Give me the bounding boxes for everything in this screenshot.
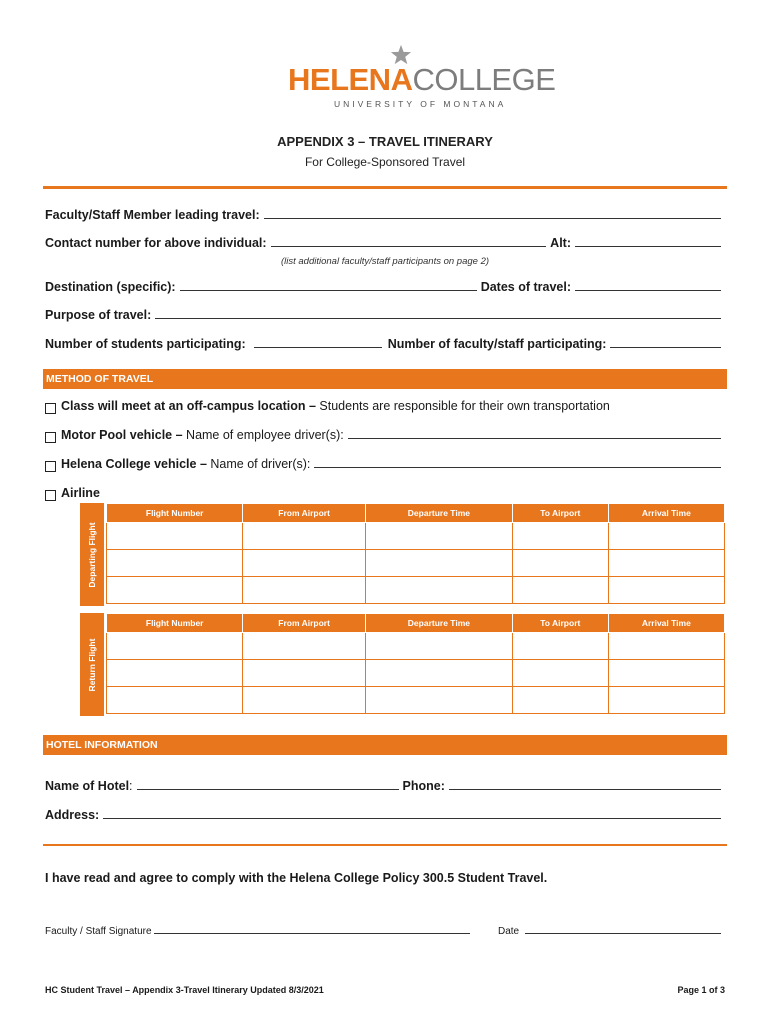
faculty-leader-label: Faculty/Staff Member leading travel: <box>45 208 260 222</box>
table-cell[interactable] <box>365 577 512 604</box>
hotel-name-row <box>45 779 725 793</box>
table-row <box>107 687 725 714</box>
col-flight-number: Flight Number <box>107 504 243 523</box>
table-cell[interactable] <box>107 523 243 550</box>
signature-row <box>45 926 470 937</box>
page-footer <box>45 985 725 995</box>
date-row <box>498 926 721 937</box>
purpose-label: Purpose of travel: <box>45 308 152 322</box>
table-row <box>107 633 725 660</box>
method-of-travel-heading: METHOD OF TRAVEL <box>43 369 727 389</box>
airline-label: Airline <box>61 486 100 500</box>
table-cell[interactable] <box>365 660 512 687</box>
table-cell[interactable] <box>107 633 243 660</box>
destination-field[interactable] <box>180 290 477 291</box>
return-flight-block <box>80 613 725 716</box>
destination-label: Destination (specific): <box>45 280 176 294</box>
divider-top <box>43 186 727 189</box>
table-cell[interactable] <box>512 687 608 714</box>
table-cell[interactable] <box>512 577 608 604</box>
dates-field[interactable] <box>575 290 721 291</box>
table-cell[interactable] <box>608 550 724 577</box>
motorpool-label: Motor Pool vehicle – <box>61 428 183 442</box>
table-cell[interactable] <box>365 550 512 577</box>
table-cell[interactable] <box>243 523 365 550</box>
logo-brand-bold: HELENA <box>288 62 413 97</box>
page-title: APPENDIX 3 – TRAVEL ITINERARY <box>277 134 493 149</box>
table-cell[interactable] <box>512 550 608 577</box>
departing-flight-block <box>80 503 725 606</box>
page-subtitle: For College-Sponsored Travel <box>304 155 466 169</box>
contact-number-field[interactable] <box>271 246 547 247</box>
motorpool-detail: Name of employee driver(s): <box>182 428 344 442</box>
checkbox-motorpool[interactable] <box>45 432 56 443</box>
checkbox-college-vehicle[interactable] <box>45 461 56 472</box>
col-flight-number: Flight Number <box>107 614 243 633</box>
table-cell[interactable] <box>243 550 365 577</box>
table-row <box>107 550 725 577</box>
col-departure-time: Departure Time <box>365 614 512 633</box>
col-to-airport: To Airport <box>512 504 608 523</box>
faculty-leader-row <box>45 208 725 222</box>
method-option-college-vehicle <box>45 457 725 471</box>
motorpool-driver-field[interactable] <box>348 438 721 439</box>
hotel-name-colon: : <box>129 779 133 793</box>
table-cell[interactable] <box>243 577 365 604</box>
footer-doc-info: HC Student Travel – Appendix 3-Travel Itinerary Updated 8/3/2021 <box>45 985 324 995</box>
num-faculty-label: Number of faculty/staff participating: <box>387 337 607 351</box>
checkbox-airline[interactable] <box>45 490 56 501</box>
num-faculty-field[interactable] <box>610 347 721 348</box>
purpose-row <box>45 308 725 322</box>
num-students-label: Number of students participating: <box>45 337 246 351</box>
college-logo <box>288 44 556 110</box>
contact-number-label: Contact number for above individual: <box>45 236 267 250</box>
num-students-field[interactable] <box>254 347 382 348</box>
destination-row <box>45 280 725 294</box>
participants-note: (list additional faculty/staff participants on page 2) <box>280 256 490 267</box>
signature-field[interactable] <box>154 933 470 934</box>
col-arrival-time: Arrival Time <box>608 504 724 523</box>
table-cell[interactable] <box>243 633 365 660</box>
departing-gap-row <box>107 523 725 550</box>
agreement-text: I have read and agree to comply with the Helena College Policy 300.5 Student Travel. <box>45 871 548 885</box>
table-row <box>107 577 725 604</box>
address-field[interactable] <box>103 818 721 819</box>
hotel-name-label: Name of Hotel <box>45 779 130 793</box>
logo-brand-light: COLLEGE <box>412 62 556 97</box>
table-cell[interactable] <box>608 633 724 660</box>
method-option-offcampus <box>45 399 725 413</box>
departing-flight-label: Departing Flight <box>87 521 97 588</box>
logo-wordmark <box>288 64 555 95</box>
college-vehicle-label: Helena College vehicle – <box>61 457 207 471</box>
phone-label: Phone: <box>402 779 445 793</box>
table-cell[interactable] <box>512 523 608 550</box>
departing-flight-side-label <box>80 503 104 606</box>
table-cell[interactable] <box>243 660 365 687</box>
date-field[interactable] <box>525 933 721 934</box>
table-cell[interactable] <box>512 660 608 687</box>
alt-number-field[interactable] <box>575 246 721 247</box>
college-vehicle-detail: Name of driver(s): <box>206 457 311 471</box>
logo-subline: UNIVERSITY OF MONTANA <box>334 99 507 109</box>
method-option-motorpool <box>45 428 725 442</box>
address-label: Address: <box>45 808 100 822</box>
table-cell[interactable] <box>365 633 512 660</box>
departing-flight-table <box>106 503 725 604</box>
table-cell[interactable] <box>365 687 512 714</box>
college-vehicle-driver-field[interactable] <box>314 467 721 468</box>
address-row <box>45 808 725 822</box>
purpose-field[interactable] <box>155 318 721 319</box>
divider-bottom <box>43 844 727 846</box>
dates-label: Dates of travel: <box>480 280 571 294</box>
contact-row <box>45 236 725 250</box>
hotel-name-field[interactable] <box>137 789 399 790</box>
phone-field[interactable] <box>449 789 721 790</box>
return-flight-table <box>106 613 725 714</box>
table-cell[interactable] <box>243 687 365 714</box>
offcampus-label: Class will meet at an off-campus location – <box>61 399 316 413</box>
faculty-leader-field[interactable] <box>264 218 721 219</box>
checkbox-offcampus[interactable] <box>45 403 56 414</box>
col-from-airport: From Airport <box>243 504 365 523</box>
col-arrival-time: Arrival Time <box>608 614 724 633</box>
method-option-airline <box>45 486 725 500</box>
table-cell[interactable] <box>365 523 512 550</box>
signature-label: Faculty / Staff Signature <box>45 926 152 937</box>
date-label: Date <box>498 926 520 937</box>
col-from-airport: From Airport <box>243 614 365 633</box>
table-cell[interactable] <box>608 660 724 687</box>
table-cell[interactable] <box>107 577 243 604</box>
return-header-row <box>107 614 725 633</box>
table-cell[interactable] <box>107 687 243 714</box>
return-flight-label: Return Flight <box>87 638 97 691</box>
alt-label: Alt: <box>550 236 571 250</box>
table-row <box>107 660 725 687</box>
footer-page-number: Page 1 of 3 <box>677 985 725 995</box>
participants-row <box>45 337 725 351</box>
col-to-airport: To Airport <box>512 614 608 633</box>
col-departure-time: Departure Time <box>365 504 512 523</box>
offcampus-detail: Students are responsible for their own transportation <box>315 399 610 413</box>
table-cell[interactable] <box>107 660 243 687</box>
table-cell[interactable] <box>512 633 608 660</box>
table-cell[interactable] <box>608 523 724 550</box>
hotel-information-heading: HOTEL INFORMATION <box>43 735 727 755</box>
agreement-statement <box>45 871 725 885</box>
table-cell[interactable] <box>608 687 724 714</box>
table-cell[interactable] <box>107 550 243 577</box>
departing-header-row <box>107 504 725 523</box>
table-cell[interactable] <box>608 577 724 604</box>
return-flight-side-label <box>80 613 104 716</box>
